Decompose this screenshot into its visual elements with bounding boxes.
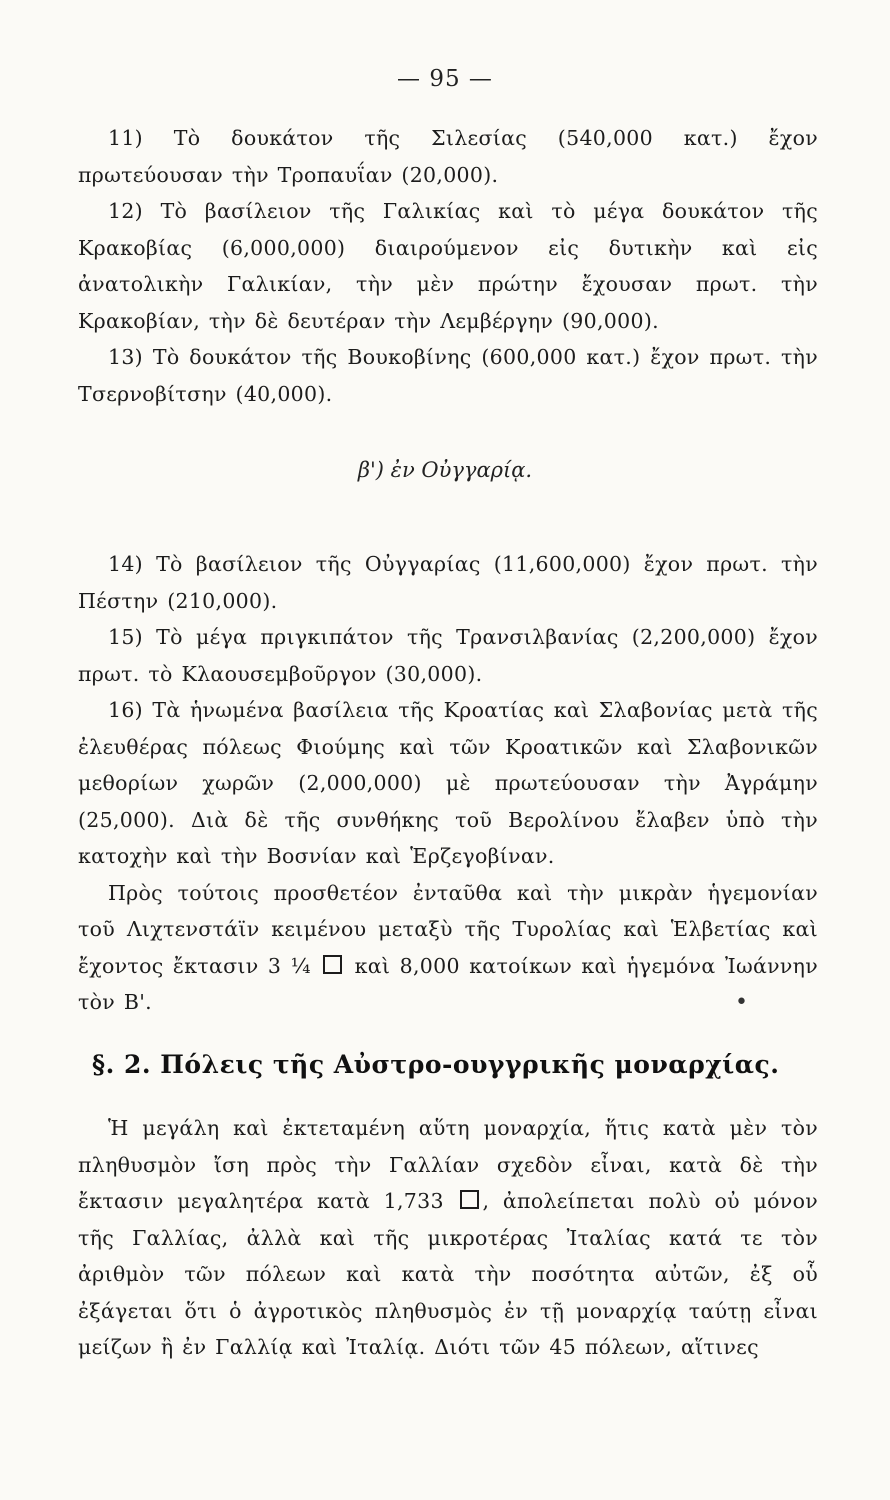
paragraph-bukovina: 13) Τὸ δουκάτον τῆς Βουκοβίνης (600,000 κατ.) ἔχον πρωτ. τὴν Τσερνοβίτσην (40,000). bbox=[78, 345, 818, 406]
section-title-cities: §. 2. Πόλεις τῆς Αὐστρο-ουγγρικῆς μοναρχίας. bbox=[92, 1050, 780, 1079]
cities-section-body bbox=[78, 1110, 818, 1366]
province-list-hungary bbox=[78, 546, 818, 1021]
liechtenstein-text-part2: καὶ 8,000 κατοίκων καὶ ἡγεμόνα Ἰωάννην τὸν Β'. bbox=[78, 953, 818, 1014]
page-number: — 95 — bbox=[397, 66, 493, 92]
square-unit-icon bbox=[460, 1190, 479, 1209]
province-list-austria bbox=[78, 120, 818, 412]
cities-text-part1: Ἡ μεγάλη καὶ ἐκτεταμένη αὕτη μοναρχία, ἥτις κατὰ μὲν τὸν πληθυσμὸν ἴση πρὸς τὴν Γαλλίαν σχεδὸν εἶναι, κατὰ δὲ τὴν ἔκτασιν μεγαλητέρα κατὰ 1,733 bbox=[78, 1116, 818, 1213]
paragraph-liechtenstein bbox=[78, 875, 818, 1021]
liechtenstein-text-part1: Πρὸς τούτοις προσθετέον ἐνταῦθα καὶ τὴν μικρὰν ἡγεμονίαν τοῦ Λιχτενστάϊν κειμένου μεταξὺ τῆς Τυρολίας καὶ Ἑλβετίας καὶ ἔχοντος ἔκτασιν 3 ¼ bbox=[78, 880, 818, 978]
square-unit-icon bbox=[323, 955, 342, 974]
paragraph-monarchy-cities bbox=[78, 1110, 818, 1366]
paragraph-transylvania: 15) Τὸ μέγα πριγκιπάτον τῆς Τρανσιλβανίας (2,200,000) ἔχον πρωτ. τὸ Κλαουσεμβοῦργον (30,000). bbox=[78, 625, 818, 686]
paragraph-croatia-slavonia: 16) Τὰ ἡνωμένα βασίλεια τῆς Κροατίας καὶ Σλαβονίας μετὰ τῆς ἐλευθέρας πόλεως Φιούμης καὶ τῶν Κροατικῶν καὶ Σλαβονικῶν μεθορίων χωρῶν (2,000,000) μὲ πρωτεύουσαν τὴν Ἀγράμην (25,000). Διὰ δὲ τῆς συνθήκης τοῦ Βερολίνου ἔλαβεν ὑπὸ τὴν κατοχὴν καὶ τὴν Βοσνίαν καὶ Ἑρζεγοβίναν. bbox=[78, 698, 818, 868]
cities-text-part2: , ἀπολείπεται πολὺ οὐ μόνον τῆς Γαλλίας, ἀλλὰ καὶ τῆς μικροτέρας Ἰταλίας κατά τε τὸν ἀριθμὸν τῶν πόλεων καὶ κατὰ τὴν ποσότητα αὐτῶν, ἐξ οὗ ἐξάγεται ὅτι ὁ ἀγροτικὸς πληθυσμὸς ἐν τῇ μοναρχίᾳ ταύτῃ εἶναι μείζων ἢ ἐν Γαλλίᾳ καὶ Ἰταλίᾳ. Διότι τῶν 45 πόλεων, αἵτινες bbox=[78, 1189, 818, 1359]
subheading-hungary: β') ἐν Οὐγγαρίᾳ. bbox=[357, 458, 533, 482]
stray-dot-mark: • bbox=[735, 990, 748, 1015]
paragraph-galicia: 12) Τὸ βασίλειον τῆς Γαλικίας καὶ τὸ μέγα δουκάτον τῆς Κρακοβίας (6,000,000) διαιρούμενον εἰς δυτικὴν καὶ εἰς ἀνατολικὴν Γαλικίαν, τὴν μὲν πρώτην ἔχουσαν πρωτ. τὴν Κρακοβίαν, τὴν δὲ δευτέραν τὴν Λεμβέργην (90,000). bbox=[78, 199, 818, 333]
paragraph-hungary-kingdom: 14) Τὸ βασίλειον τῆς Οὐγγαρίας (11,600,000) ἔχον πρωτ. τὴν Πέστην (210,000). bbox=[78, 552, 818, 613]
paragraph-silesia: 11) Τὸ δουκάτον τῆς Σιλεσίας (540,000 κατ.) ἔχον πρωτεύουσαν τὴν Τροπαυΐαν (20,000). bbox=[78, 126, 818, 187]
